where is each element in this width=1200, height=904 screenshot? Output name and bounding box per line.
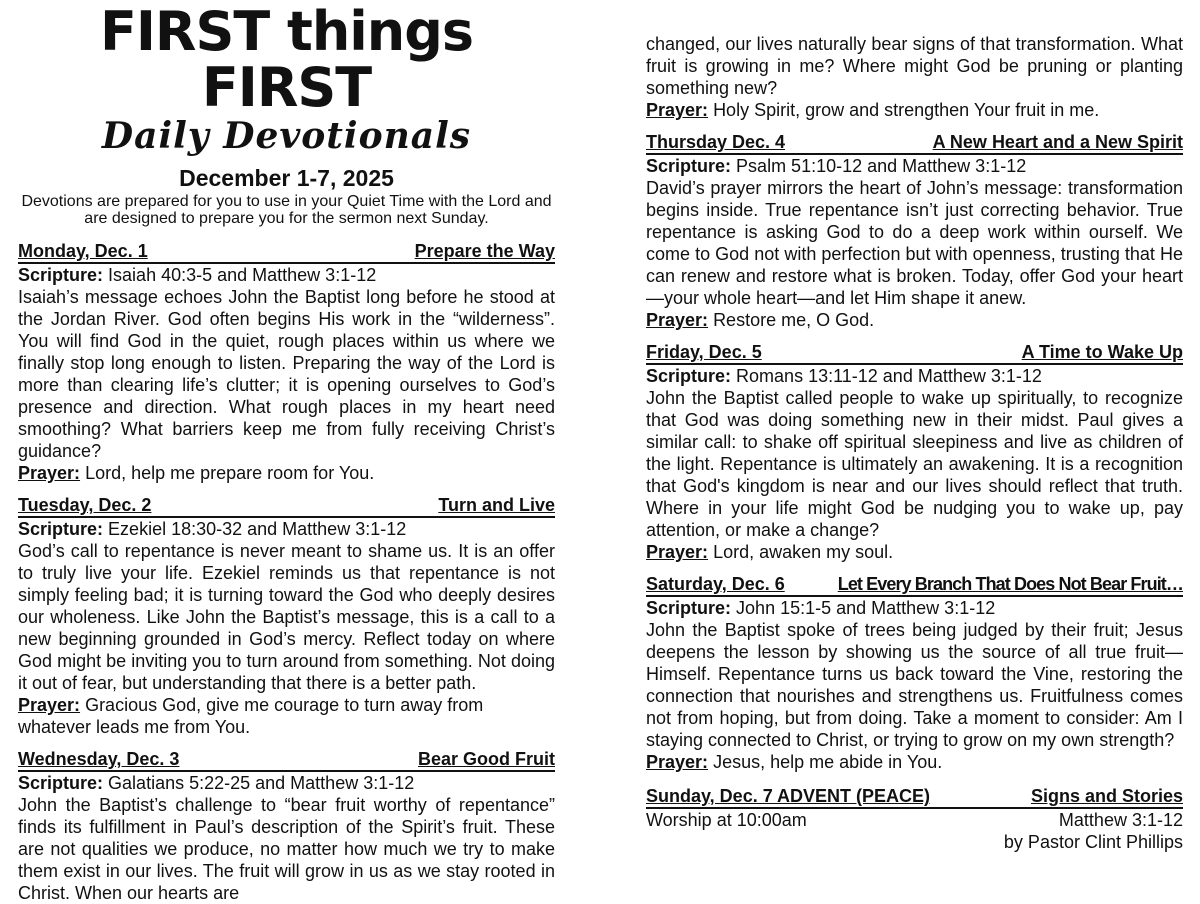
left-column	[18, 0, 555, 904]
masthead	[18, 0, 555, 227]
entry-theme: Let Every Branch That Does Not Bear Fruit…	[837, 574, 1183, 594]
friday-entry	[646, 341, 1183, 563]
scripture-reference: John 15:1-5 and Matthew 3:1-12	[736, 598, 996, 618]
entry-prayer	[646, 309, 1183, 331]
entry-theme: Turn and Live	[438, 495, 555, 515]
prayer-label: Prayer:	[646, 542, 709, 562]
entry-day: Tuesday, Dec. 2	[18, 495, 152, 515]
entry-prayer	[646, 751, 1183, 773]
prayer-text: Jesus, help me abide in You.	[713, 752, 943, 772]
intro-text: Devotions are prepared for you to use in your Quiet Time with the Lord and are designed to prepare you for the sermon next Sunday.	[21, 193, 552, 227]
scripture-reference: Romans 13:11-12 and Matthew 3:1-12	[736, 366, 1042, 386]
entry-body: John the Baptist spoke of trees being judged by their fruit; Jesus deepens the lesson by showing us the source of all true fruit—Himself. Repentance turns us back toward the Vine, restoring the connection that nourishes and strengthens us. Fruitfulness comes not from hoping, but from doing. Take a moment to consider: Am I staying connected to Christ, or trying to grow on my own strength?	[646, 620, 1183, 750]
prayer-text: Lord, awaken my soul.	[713, 542, 894, 562]
entry-theme: Bear Good Fruit	[417, 749, 555, 769]
prayer-label: Prayer:	[646, 310, 709, 330]
tuesday-entry	[18, 494, 555, 738]
monday-entry	[18, 240, 555, 484]
entry-day: Friday, Dec. 5	[646, 342, 762, 362]
scripture-label: Scripture:	[646, 156, 732, 176]
entry-prayer	[18, 462, 555, 484]
newsletter-title: FIRST things FIRST	[99, 0, 474, 119]
sermon-pastor: by Pastor Clint Phillips	[1003, 832, 1183, 852]
scripture-reference: Psalm 51:10-12 and Matthew 3:1-12	[736, 156, 1027, 176]
entry-scripture	[646, 155, 1183, 177]
entry-theme: A Time to Wake Up	[1021, 342, 1183, 362]
entry-body: God’s call to repentance is never meant to shame us. It is an offer to truly live your life. Ezekiel reminds us that repentance is not simply feeling bad; it is turning toward the God who deeply desires our wholeness. Like John the Baptist’s message, this is a call to a new beginning grounded in God’s mercy. Reflect today on where God might be inviting you to turn around from something. Not doing it out of fear, but understanding that there is a better path.	[18, 541, 555, 693]
entry-body: David’s prayer mirrors the heart of John’s message: transformation begins inside. True repentance isn’t just correcting behavior. True repentance is asking God to do a deep work within ourself. We come to God not with perfection but with openness, trusting that He can renew and restore what is broken. Today, offer God your heart—your whole heart—and let Him shape it anew.	[646, 178, 1183, 308]
scripture-reference: Galatians 5:22-25 and Matthew 3:1-12	[108, 773, 415, 793]
scripture-reference: Ezekiel 18:30-32 and Matthew 3:1-12	[108, 519, 407, 539]
entry-day: Sunday, Dec. 7 ADVENT (PEACE)	[646, 786, 931, 806]
thursday-entry	[646, 131, 1183, 331]
entry-scripture	[18, 772, 555, 794]
entry-day: Monday, Dec. 1	[18, 241, 148, 261]
saturday-entry	[646, 573, 1183, 773]
worship-time: Worship at 10:00am	[646, 810, 807, 830]
entry-theme: Signs and Stories	[1030, 786, 1183, 806]
entry-day: Wednesday, Dec. 3	[18, 749, 180, 769]
prayer-label: Prayer:	[18, 695, 81, 715]
entry-header	[18, 494, 555, 518]
wednesday-continued	[646, 33, 1183, 121]
date-range: December 1-7, 2025	[179, 165, 394, 191]
entry-body: John the Baptist called people to wake up spiritually, to recognize that God was doing something new in their midst. Paul gives a similar call: to shake off spiritual sleepiness and live as children of the light. Repentance is ultimately an awakening. It is a recognition that God's kingdom is near and our lives should reflect that truth. Where in your life might God be nudging you to wake up, pay attention, or make a change?	[646, 388, 1183, 540]
entry-scripture	[646, 365, 1183, 387]
prayer-text: Gracious God, give me courage to turn away from whatever leads me from You.	[18, 695, 484, 737]
entry-header	[18, 240, 555, 264]
entry-header	[18, 748, 555, 772]
scripture-reference: Isaiah 40:3-5 and Matthew 3:1-12	[108, 265, 377, 285]
prayer-label: Prayer:	[646, 752, 709, 772]
scripture-label: Scripture:	[18, 773, 104, 793]
entry-header	[646, 785, 1183, 809]
prayer-label: Prayer:	[18, 463, 81, 483]
sermon-scripture: Matthew 3:1-12	[1058, 810, 1183, 830]
entry-header	[646, 341, 1183, 365]
scripture-label: Scripture:	[646, 598, 732, 618]
entry-theme: Prepare the Way	[414, 241, 555, 261]
scripture-label: Scripture:	[18, 265, 104, 285]
entry-prayer	[646, 99, 1183, 121]
entry-prayer	[18, 694, 555, 738]
entry-body-continued: changed, our lives naturally bear signs of that transformation. What fruit is growing in me? Where might God be pruning or planting something new?	[646, 34, 1183, 98]
entry-body: John the Baptist’s challenge to “bear fruit worthy of repentance” finds its fulfillment in Paul’s description of the Spirit’s fruit. These are not qualities we produce, no matter how much we try to make them exist in our lives. The fruit will grow in us as we stay rooted in Christ. When our hearts are	[18, 795, 555, 903]
entry-header	[646, 573, 1183, 597]
entry-scripture	[646, 597, 1183, 619]
entry-day: Thursday Dec. 4	[646, 132, 786, 152]
entry-day: Saturday, Dec. 6	[646, 574, 785, 594]
prayer-text: Lord, help me prepare room for You.	[85, 463, 375, 483]
entry-theme: A New Heart and a New Spirit	[932, 132, 1183, 152]
right-column	[646, 33, 1183, 853]
entry-scripture	[18, 518, 555, 540]
entry-header	[646, 131, 1183, 155]
entry-scripture	[18, 264, 555, 286]
entry-body: Isaiah’s message echoes John the Baptist long before he stood at the Jordan River. God often begins His work in the “wilderness”. You will find God in the quiet, rough places within us where we finally stop long enough to listen. Preparing the way of the Lord is more than clearing life’s clutter; it is opening ourselves to God’s presence and direction. What rough places in my heart need smoothing? What barriers keep me from fully receiving Christ’s guidance?	[18, 287, 555, 461]
sunday-details	[646, 809, 1183, 831]
prayer-text: Holy Spirit, grow and strengthen Your fruit in me.	[713, 100, 1100, 120]
entry-prayer	[646, 541, 1183, 563]
wednesday-entry	[18, 748, 555, 904]
scripture-label: Scripture:	[646, 366, 732, 386]
prayer-text: Restore me, O God.	[713, 310, 875, 330]
scripture-label: Scripture:	[18, 519, 104, 539]
newsletter-subtitle: Daily Devotionals	[101, 115, 472, 157]
sunday-entry	[646, 785, 1183, 853]
prayer-label: Prayer:	[646, 100, 709, 120]
